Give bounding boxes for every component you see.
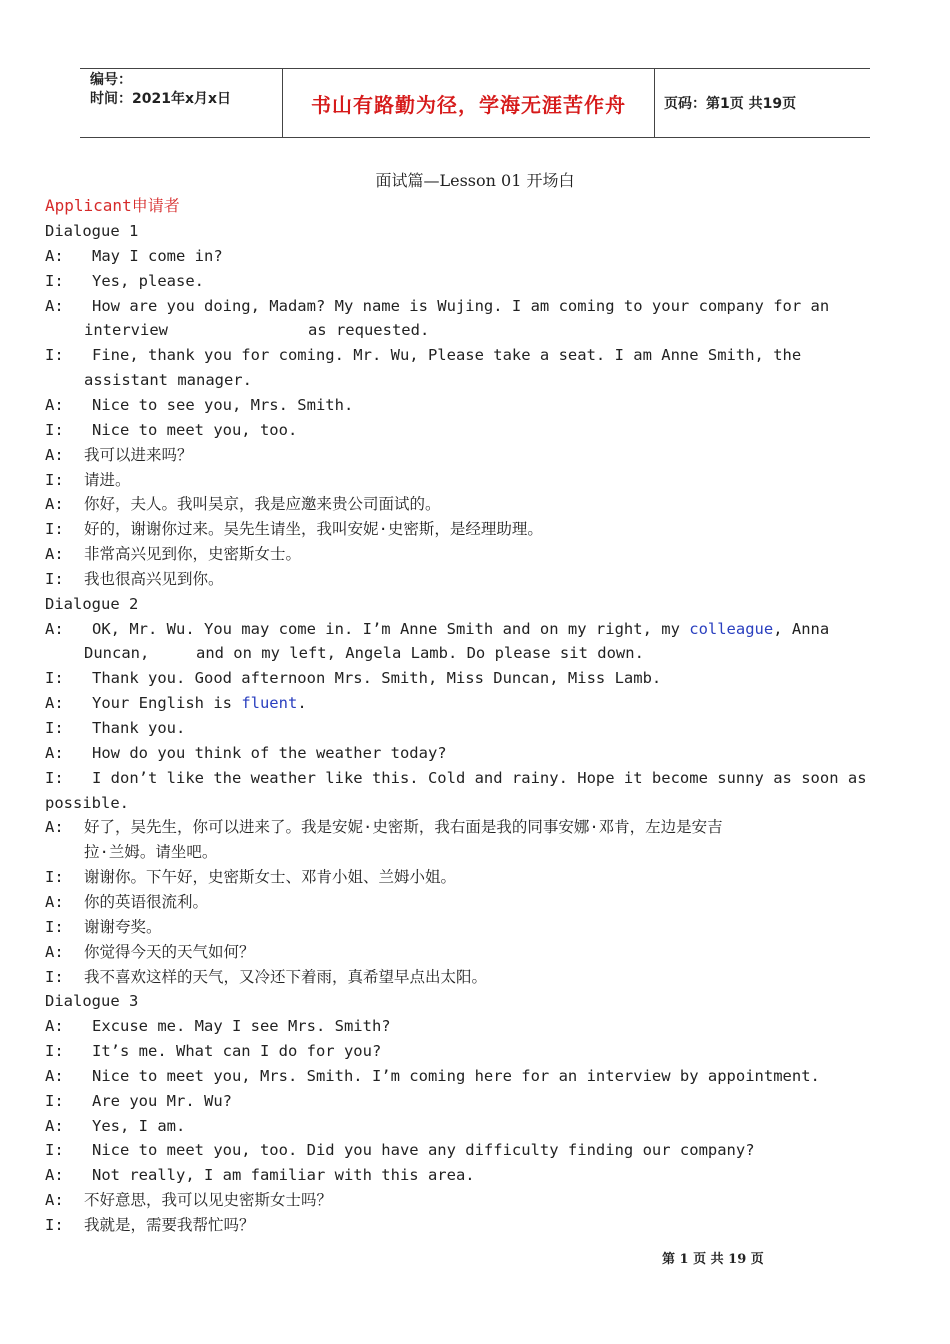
- dialogue-line-continued: [45, 641, 907, 666]
- dialogue-text-continued: interview as requested.: [84, 321, 430, 340]
- dialogue-line: [45, 517, 907, 542]
- dialogue-line: [45, 741, 907, 766]
- speaker-label: I:: [45, 669, 64, 688]
- speaker-label: I:: [45, 1141, 64, 1160]
- text-part: , Anna: [773, 619, 830, 638]
- dialogue-text: 我就是，需要我帮忙吗？: [84, 1216, 255, 1234]
- page-title: 面试篇—Lesson 01 开场白: [375, 171, 575, 190]
- dialogue-text: Yes, I am.: [92, 1116, 186, 1135]
- number-label: 编号：: [90, 72, 132, 88]
- dialogue-text: Not really, I am familiar with this area.: [92, 1166, 475, 1185]
- header-meta: [80, 69, 282, 137]
- dialogue-text-continued: Duncan, and on my left, Angela Lamb. Do please sit down.: [84, 644, 644, 663]
- dialogue-line: [45, 393, 907, 418]
- dialogue-line: [45, 1213, 907, 1238]
- dialogue-line: [45, 865, 907, 890]
- dialogue-line: [45, 269, 907, 294]
- dialogue-line: [45, 716, 907, 741]
- speaker-label: I:: [45, 1091, 64, 1110]
- speaker-label: A:: [45, 1191, 64, 1210]
- speaker-label: I:: [45, 346, 64, 365]
- dialogue-line: [45, 542, 907, 567]
- speaker-label: A:: [45, 1066, 64, 1085]
- dialogue-line: [45, 1039, 907, 1064]
- dialogue-text: 非常高兴见到你，史密斯女士。: [84, 545, 302, 564]
- speaker-label: I:: [45, 719, 64, 737]
- dialogue-text: 我不喜欢这样的天气，又冷还下着雨，真希望早点出太阳。: [84, 967, 488, 986]
- speaker-label: I:: [45, 1042, 64, 1061]
- dialogue-text: 不好意思，我可以见史密斯女士吗？: [84, 1191, 333, 1210]
- dialogue-text: 好的，谢谢你过来。吴先生请坐，我叫安妮·史密斯，是经理助理。: [84, 520, 543, 539]
- speaker-label: A:: [45, 892, 64, 911]
- speaker-label: I:: [45, 271, 64, 290]
- dialogue-line: [45, 617, 907, 642]
- dialogue-text: [45, 691, 907, 716]
- speaker-label: A:: [45, 296, 64, 315]
- dialogue-text: 你觉得今天的天气如何？: [84, 942, 255, 961]
- dialogue-line: [45, 815, 907, 840]
- dialogue-line: [45, 666, 907, 691]
- dialogue-text: Thank you. Good afternoon Mrs. Smith, Miss Duncan, Miss Lamb.: [92, 669, 662, 688]
- dialogue-line: [45, 965, 907, 990]
- speaker-label: I:: [45, 967, 64, 986]
- speaker-label: A:: [45, 445, 64, 464]
- speaker-label: I:: [45, 470, 64, 489]
- dialogue-text: 我也很高兴见到你。: [84, 569, 224, 588]
- speaker-label: I:: [45, 520, 64, 539]
- dialogue-line-continued: [45, 318, 907, 343]
- dialogue-line-continued: [45, 791, 907, 816]
- date-label: 时间：2021年x月x日: [90, 91, 232, 107]
- text-part: .: [297, 694, 307, 713]
- speaker-label: A:: [45, 743, 64, 762]
- dialogue-text-continued: assistant manager.: [84, 371, 252, 390]
- dialogue-text: How are you doing, Madam? My name is Wujing. I am coming to your company for an: [92, 296, 830, 315]
- dialogue1-title: Dialogue 1: [45, 222, 139, 240]
- dialogue-line: [45, 1114, 907, 1139]
- dialogue-text: May I come in?: [92, 246, 223, 265]
- dialogue-line: [45, 443, 907, 468]
- text-part: Your English is: [92, 694, 242, 713]
- dialogue-text: I don’t like the weather like this. Cold and rainy. Hope it become sunny as soon as: [92, 768, 867, 787]
- dialogue-text: 我可以进来吗？: [84, 445, 193, 464]
- dialogue-line: [45, 890, 907, 915]
- speaker-label: A:: [45, 694, 64, 713]
- speaker-label: A:: [45, 495, 64, 514]
- dialogue-line-continued: [45, 840, 907, 865]
- speaker-label: I:: [45, 917, 64, 936]
- dialogue-line: [45, 940, 907, 965]
- dialogue-line-continued: [45, 368, 907, 393]
- speaker-label: A:: [45, 942, 64, 961]
- dialogue-line: [45, 244, 907, 269]
- speaker-label: A:: [45, 619, 64, 638]
- header-table: [80, 68, 870, 138]
- page-footer: 第 1 页 共 19 页: [662, 1252, 764, 1267]
- dialogue-line: [45, 1064, 907, 1089]
- dialogue-text-continued: 拉·兰姆。请坐吧。: [84, 843, 218, 862]
- dialogue-line: [45, 343, 907, 368]
- dialogue-line: [45, 418, 907, 443]
- speaker-label: I:: [45, 1216, 64, 1234]
- dialogue-text: Yes, please.: [92, 271, 204, 290]
- dialogue-line: [45, 567, 907, 592]
- dialogue-text: 你的英语很流利。: [84, 892, 209, 911]
- dialogue-text: 你好，夫人。我叫吴京，我是应邀来贵公司面试的。: [84, 495, 441, 514]
- dialogue-text: 谢谢夸奖。: [84, 917, 162, 936]
- dialogue-line: [45, 1089, 907, 1114]
- dialogue-text: It’s me. What can I do for you?: [92, 1042, 382, 1061]
- highlight-word: fluent: [241, 694, 298, 713]
- dialogue-text: 好了，吴先生，你可以进来了。我是安妮·史密斯，我右面是我的同事安娜·邓肯，左边是安吉: [84, 818, 723, 837]
- dialogue-text: 请进。: [84, 470, 131, 489]
- header-page-info: 页码：第1页 共19页: [664, 96, 797, 112]
- speaker-label: I:: [45, 868, 64, 887]
- dialogue-line: [45, 1188, 907, 1213]
- text-part: OK, Mr. Wu. You may come in. I’m Anne Smith and on my right, my: [92, 619, 690, 638]
- speaker-label: A:: [45, 1166, 64, 1185]
- dialogue-text: Nice to meet you, Mrs. Smith. I’m coming here for an interview by appointment.: [92, 1066, 820, 1085]
- dialogue-text: Are you Mr. Wu?: [92, 1091, 232, 1110]
- speaker-label: A:: [45, 818, 64, 837]
- dialogue-line: [45, 492, 907, 517]
- speaker-label: I:: [45, 420, 64, 439]
- dialogue2-title: Dialogue 2: [45, 594, 139, 613]
- dialogue-text: Nice to meet you, too.: [92, 420, 298, 439]
- dialogue-line: [45, 691, 907, 716]
- dialogue-line: [45, 1163, 907, 1188]
- dialogue-line: [45, 294, 907, 319]
- speaker-label: I:: [45, 569, 64, 588]
- speaker-label: A:: [45, 1017, 64, 1036]
- dialogue-text: Nice to meet you, too. Did you have any difficulty finding our company?: [92, 1141, 755, 1160]
- highlight-word: colleague: [689, 619, 774, 638]
- dialogue-line: [45, 1014, 907, 1039]
- dialogue-line: [45, 468, 907, 493]
- dialogue-text: How do you think of the weather today?: [92, 743, 447, 762]
- speaker-label: A:: [45, 1116, 64, 1135]
- speaker-label: A:: [45, 395, 64, 414]
- speaker-label: A:: [45, 545, 64, 564]
- dialogue-text-continued: possible.: [45, 793, 129, 812]
- dialogue-text: [45, 617, 907, 642]
- dialogue-line: [45, 766, 907, 791]
- dialogue-line: [45, 915, 907, 940]
- dialogue-text: Nice to see you, Mrs. Smith.: [92, 395, 354, 414]
- dialogue-text: Thank you.: [92, 719, 186, 737]
- dialogue-text: Excuse me. May I see Mrs. Smith?: [92, 1017, 391, 1036]
- dialogue-line: [45, 1138, 907, 1163]
- dialogue-text: 谢谢你。下午好，史密斯女士、邓肯小姐、兰姆小姐。: [84, 868, 457, 887]
- dialogue3-title: Dialogue 3: [45, 992, 139, 1011]
- speaker-label: A:: [45, 246, 64, 265]
- section-title: Applicant申请者: [45, 196, 180, 215]
- dialogue-text: Fine, thank you for coming. Mr. Wu, Please take a seat. I am Anne Smith, the: [92, 346, 802, 365]
- header-motto: 书山有路勤为径，学海无涯苦作舟: [282, 69, 655, 137]
- speaker-label: I:: [45, 768, 64, 787]
